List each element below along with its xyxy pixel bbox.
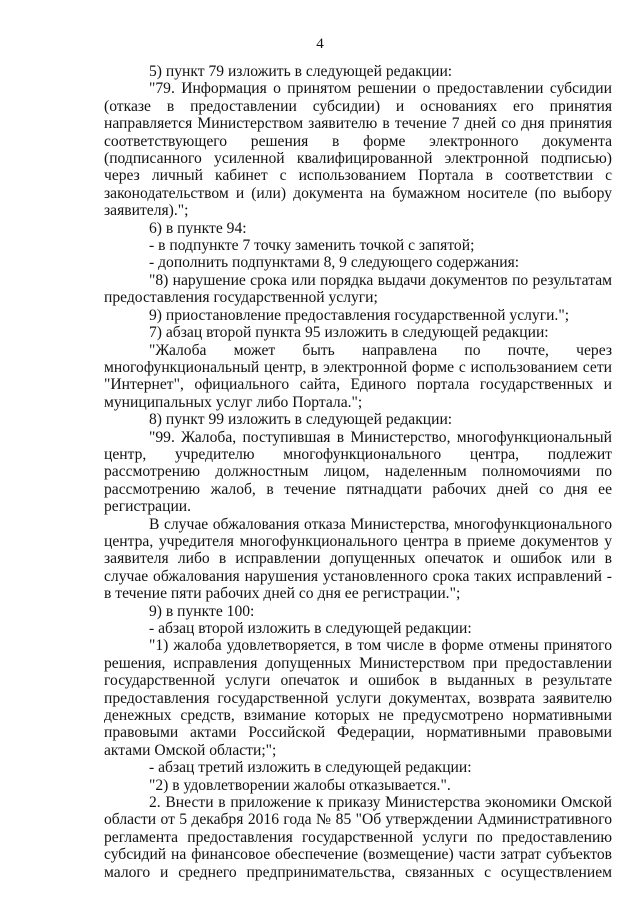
page-number: 4: [316, 36, 324, 52]
paragraph-item-6: 6) в пункте 94:: [149, 219, 247, 237]
paragraph-point-99-text: "99. Жалоба, поступившая в Министерство, многофункциональный центр, учредителю многофункционального центра, подлежит рассмотрению должностным лицом, наделенным полномочиями по рассмотрению жалоб, в течение пятнадцати рабочих дней со дня ее регистрации.: [104, 428, 612, 516]
paragraph-item-5: 5) пункт 79 изложить в следующей редакции:: [149, 63, 453, 80]
document-body: [104, 63, 612, 881]
paragraph-complaint-rejected: "2) в удовлетворении жалобы отказывается.".: [149, 776, 451, 794]
paragraph-point-79-text: "79. Информация о принятом решении о предоставлении субсидии (отказе в предоставлении субсидии) и основаниях его принятия направляется Министерством заявителю в течение 7 дней со дня принятия соответствующего решения в форме электронного документа (подписанного усиленной квалифицированной электронной подписью) через личный кабинет с использованием Портала в соответствии с законодательством и (или) документа на бумажном носителе (по выбору заявителя).";: [104, 80, 612, 220]
paragraph-third-abzac: - абзац третий изложить в следующей редакции:: [149, 759, 472, 777]
paragraph-subpoint-8: "8) нарушение срока или порядка выдачи документов по результатам предоставления государственной услуги;: [104, 271, 612, 307]
paragraph-subpoint-9: 9) приостановление предоставления государственной услуги.";: [149, 306, 570, 324]
paragraph-section-2: 2. Внести в приложение к приказу Министерства экономики Омской области от 5 декабря 2016 года № 85 "Об утверждении Административного регламента предоставления государственной услуги по предоставлению субсидий на финансовое обеспечение (возмещение) части затрат субъектов малого и среднего предпринимательства, связанных с осуществлением: [104, 794, 612, 881]
paragraph-item-7: 7) абзац второй пункта 95 изложить в следующей редакции:: [149, 324, 549, 342]
paragraph-item-9: 9) в пункте 100:: [149, 602, 255, 620]
paragraph-appeal-refusal: В случае обжалования отказа Министерства, многофункционального центра, учредителя многофункционального центра в приеме документов у заявителя либо в исправлении допущенных опечаток и ошибок или в случае обжалования нарушения установленного срока таких исправлений - в течение пяти рабочих дней со дня ее регистрации.";: [104, 515, 612, 603]
paragraph-item-8: 8) пункт 99 изложить в следующей редакции:: [149, 411, 453, 429]
paragraph-complaint-channels: "Жалоба может быть направлена по почте, через многофункциональный центр, в электронной форме с использованием сети "Интернет", официального сайта, Единого портала государственных и муниципальных услуг либо Портала.";: [104, 341, 612, 411]
paragraph-second-abzac: - абзац второй изложить в следующей редакции:: [149, 620, 472, 637]
paragraph-complaint-satisfied: "1) жалоба удовлетворяется, в том числе в форме отмены принятого решения, исправления допущенных Министерством при предоставлении государственной услуги опечаток и ошибок в выданных в результате предоставления государственной услуги документах, возврата заявителю денежных средств, взимание которых не предусмотрено нормативными правовыми актами Российской Федерации, нормативными правовыми актами Омской области;";: [104, 637, 612, 759]
paragraph-subpoint-7-change: - в подпункте 7 точку заменить точкой с запятой;: [149, 237, 475, 255]
paragraph-add-subpoints: - дополнить подпунктами 8, 9 следующего содержания:: [149, 254, 520, 272]
